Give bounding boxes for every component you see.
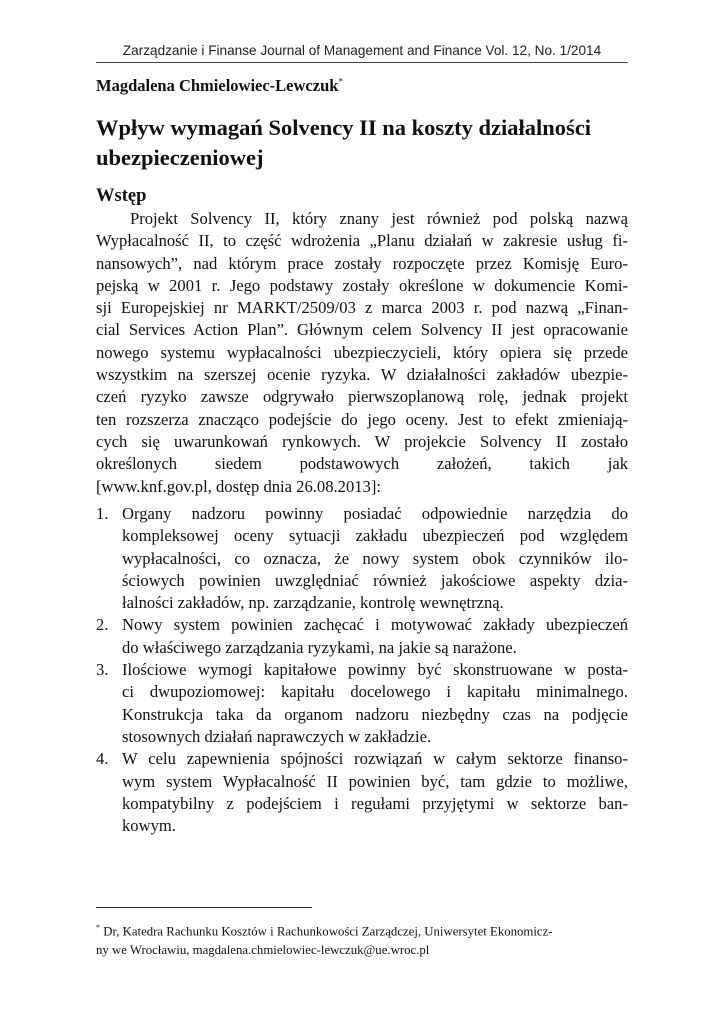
- running-header: Zarządzanie i Finanse Journal of Management and Finance Vol. 12, No. 1/2014: [122, 43, 602, 58]
- footnote-marker: *: [96, 923, 100, 932]
- footnote-line: ny we Wrocławiu, magdalena.chmielowiec-lewczuk@ue.wroc.pl: [96, 943, 430, 958]
- list-item-line: ci dwupoziomowej: kapitału docelowego i kapitału minimalnego.: [122, 682, 628, 702]
- header-rule: [96, 62, 628, 63]
- list-item-line: ściowych powinien uwzględniać również jakościowe aspekty dzia-: [122, 570, 628, 590]
- list-item-line: kompatybilny z podejściem i regułami przyjętymi w sektorze ban-: [122, 793, 628, 813]
- list-item-line: Konstrukcja taka da organom nadzoru niezbędny czas na podjęcie: [122, 704, 628, 724]
- footnote-rule: [96, 907, 312, 908]
- paragraph-line: określonych siedem podstawowych założeń, takich jak: [96, 454, 628, 474]
- list-item-line: Nowy system powinien zachęcać i motywować zakłady ubezpieczeń: [122, 615, 628, 635]
- list-item-number: 3.: [96, 660, 109, 680]
- list-item-line: kompleksowej oceny sytuacji zakładu ubezpieczeń pod względem: [122, 526, 628, 546]
- paragraph-line: cial Services Action Plan”. Głównym celem Solvency II jest opracowanie: [96, 320, 628, 340]
- list-item-line: Ilościowe wymogi kapitałowe powinny być skonstruowane w posta-: [122, 660, 628, 680]
- list-item-line: do właściwego zarządzania ryzykami, na jakie są narażone.: [122, 637, 517, 657]
- paragraph-line: ten rozszerza znacząco podejście do jego oceny. Jest to efekt zmieniają-: [96, 409, 628, 429]
- assumptions-list: [96, 503, 628, 837]
- title-line: ubezpieczeniowej: [96, 145, 264, 170]
- paragraph-line: sji Europejskiej nr MARKT/2509/03 z marca 2003 r. pod nazwą „Finan-: [96, 298, 628, 318]
- paragraph-line: wszystkim na szerszej ocenie ryzyka. W działalności zakładów ubezpie-: [96, 365, 628, 385]
- list-item-line: stosownych działań naprawczych w zakładzie.: [122, 726, 432, 746]
- list-item-line: wypłacalności, co oznacza, że nowy system obok czynników ilo-: [122, 548, 628, 568]
- author-name: Magdalena Chmielowiec-Lewczuk: [96, 76, 339, 95]
- intro-paragraph: [96, 208, 628, 498]
- list-item-line: Organy nadzoru powinny posiadać odpowiednie narzędzia do: [122, 504, 628, 523]
- paragraph-line: Wypłacalność II, to część wdrożenia „Planu działań w zakresie usług fi-: [96, 231, 628, 251]
- author-line: [96, 76, 628, 96]
- title-line: Wpływ wymagań Solvency II na koszty działalności: [96, 115, 592, 140]
- list-item-line: kowym.: [122, 816, 176, 836]
- list-item-number: 2.: [96, 615, 109, 635]
- author-footnote-marker[interactable]: *: [338, 76, 343, 87]
- footnote: [96, 918, 628, 960]
- article-title: [96, 113, 628, 173]
- paragraph-line: czeń ryzyko zawsze odgrywało pierwszoplanową rolę, jednak projekt: [96, 387, 628, 407]
- footnote-text: Dr, Katedra Rachunku Kosztów i Rachunkowości Zarządczej, Uniwersytet Ekonomicz-: [100, 924, 553, 939]
- list-item: [96, 614, 628, 659]
- section-heading: Wstęp: [96, 186, 147, 206]
- list-item: [96, 503, 628, 614]
- list-item-line: łalności zakładów, np. zarządzanie, kontrolę wewnętrzną.: [122, 593, 504, 613]
- list-item-number: 1.: [96, 504, 109, 523]
- paragraph-line: nansowych”, nad którym prace zostały rozpoczęte przez Komisję Euro-: [96, 253, 628, 273]
- paragraph-line: cych się uwarunkowań rynkowych. W projekcie Solvency II zostało: [96, 431, 628, 451]
- list-item-line: wym system Wypłacalność II powinien być, tam gdzie to możliwe,: [122, 771, 628, 791]
- paragraph-line: Projekt Solvency II, który znany jest również pod polską nazwą: [130, 209, 628, 228]
- list-item: [96, 659, 628, 748]
- paragraph-line: [www.knf.gov.pl, dostęp dnia 26.08.2013]:: [96, 476, 381, 496]
- list-item-line: W celu zapewnienia spójności rozwiązań w całym sektorze finanso-: [122, 749, 628, 769]
- paragraph-line: pejską w 2001 r. Jego podstawy zostały określone w dokumencie Komi-: [96, 275, 628, 295]
- footnote-line: [96, 918, 628, 941]
- list-item: [96, 748, 628, 837]
- list-item-number: 4.: [96, 749, 109, 769]
- paragraph-line: nowego systemu wypłacalności ubezpieczycieli, który opiera się przede: [96, 342, 628, 362]
